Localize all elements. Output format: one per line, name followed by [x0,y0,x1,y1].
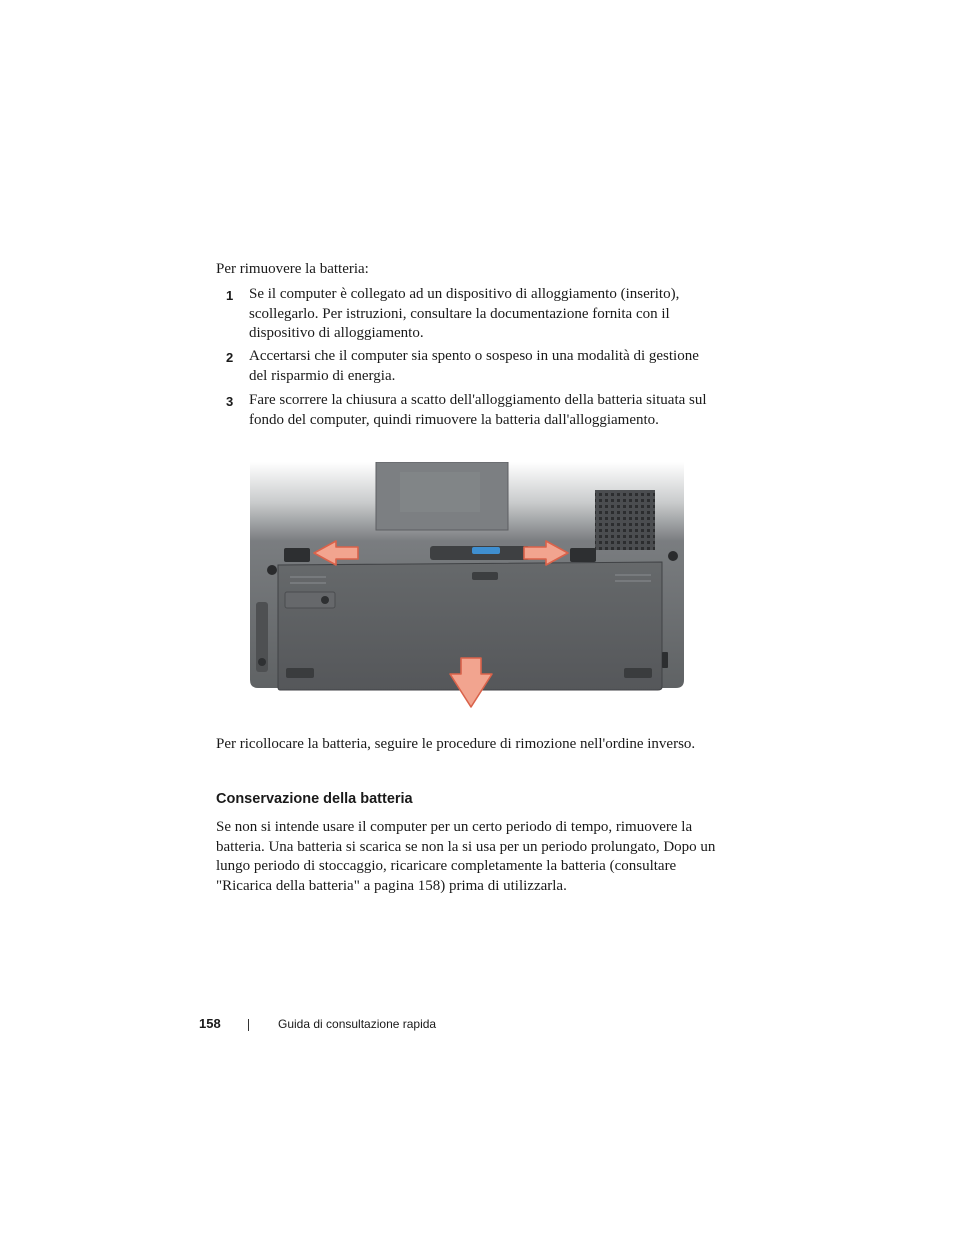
step-number: 1 [226,288,234,303]
battery-latch [472,547,500,554]
step-text: Accertarsi che il computer sia spento o sospeso in una modalità di gestione del risparmio di energia. [249,348,699,384]
storage-paragraph: Se non si intende usare il computer per un certo periodo di tempo, rimuovere la batteria. Una batteria si scarica se non la si usa per un periodo prolungato, Dopo un lungo periodo di stoccaggio, ricaricare completamente la batteria (consultare "Ricarica della batteria" a pagina 158) prima di utilizzarla. [216,819,716,894]
footer-separator [248,1019,249,1031]
step-number: 2 [226,350,234,365]
page-footer [0,1016,954,1036]
right-release-latch [570,548,596,562]
footer-title: Guida di consultazione rapida [278,1017,437,1031]
reinsert-paragraph: Per ricollocare la batteria, seguire le procedure di rimozione nell'ordine inverso. [216,736,696,752]
page-number: 158 [199,1016,221,1031]
step-text: Fare scorrere la chiusura a scatto dell'alloggiamento della batteria situata sul fondo del computer, quindi rimuovere la batteria dall'alloggiamento. [249,392,707,428]
section-heading: Conservazione della batteria [216,791,413,807]
vent-grille [595,490,655,550]
left-release-latch [284,548,310,562]
step-text: Se il computer è collegato ad un dispositivo di alloggiamento (inserito), scollegarlo. Per istruzioni, consultare la documentazione fornita con il dispositivo di alloggiamento. [249,286,680,341]
intro-text: Per rimuovere la batteria: [216,261,369,277]
step-number: 3 [226,394,234,409]
battery-removal-illustration [250,462,684,710]
